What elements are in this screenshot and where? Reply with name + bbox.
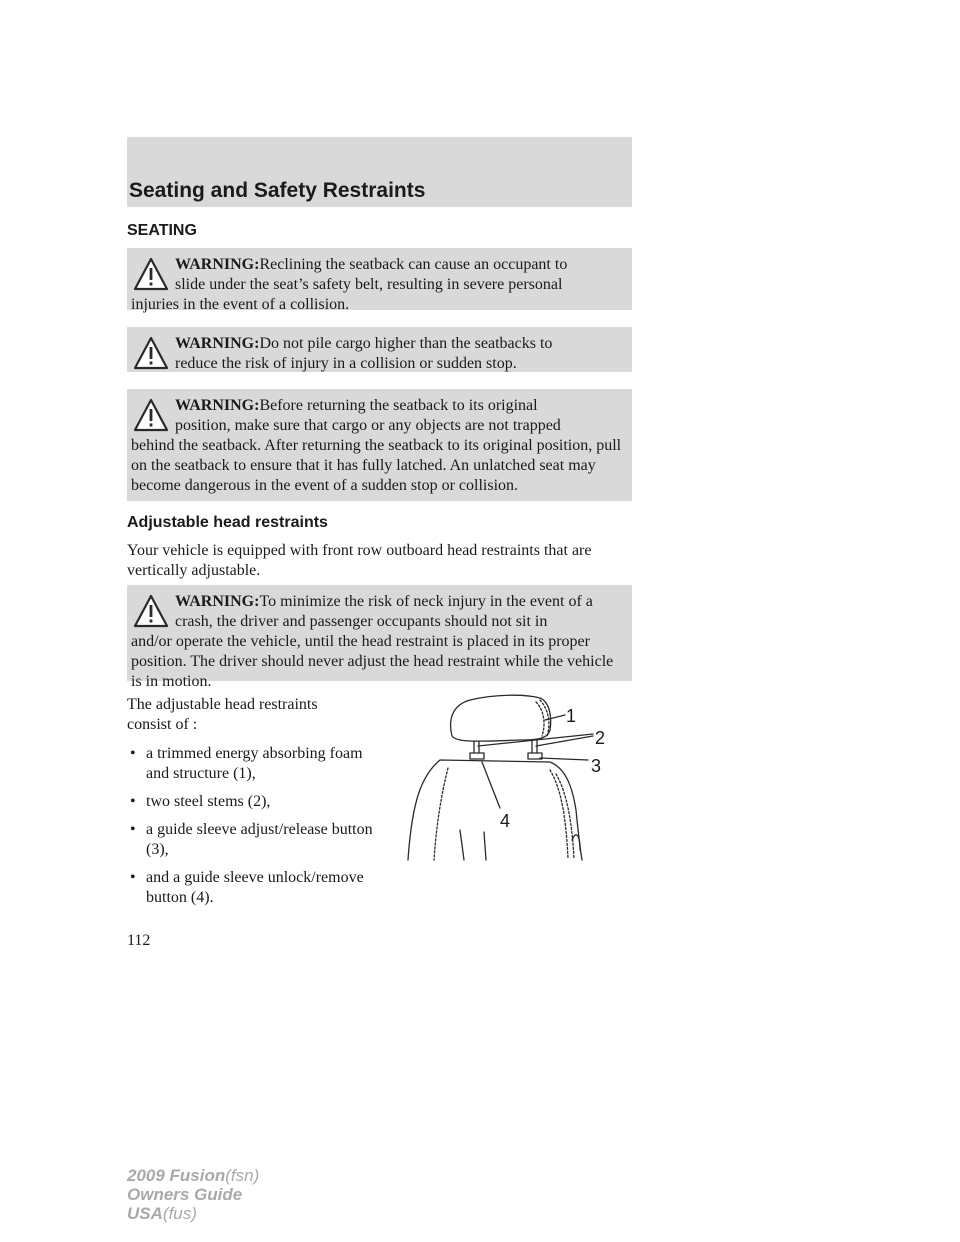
list-item: • a trimmed energy absorbing foam and structure (1), (127, 744, 387, 784)
footer-model: 2009 Fusion (127, 1166, 226, 1185)
list-item: • a guide sleeve adjust/release button (3), (127, 820, 387, 860)
guide-sleeve-left (470, 753, 484, 759)
leader-line-4 (482, 762, 500, 808)
warning-text: To minimize the risk of neck injury in the event of a (259, 593, 593, 610)
callout-1: 1 (566, 706, 577, 726)
warning-text: Reclining the seatback can cause an occupant to (259, 256, 568, 273)
warning-text: slide under the seat’s safety belt, resulting in severe personal (175, 276, 563, 293)
warning-box-2 (127, 327, 632, 372)
callout-4: 4 (500, 811, 511, 831)
warning-label: WARNING: (175, 256, 260, 273)
warning-triangle-icon (131, 592, 171, 632)
warning-text: crash, the driver and passenger occupants should not sit in (175, 613, 548, 630)
list-item: • and a guide sleeve unlock/remove button (4). (127, 868, 387, 908)
callout-3: 3 (591, 756, 602, 776)
footer-market: USA (127, 1204, 163, 1223)
footer-market-code: (fus) (162, 1204, 197, 1223)
leader-line-3 (540, 758, 588, 760)
warning-triangle-icon (131, 396, 171, 436)
warning-triangle-icon (131, 334, 171, 374)
chapter-title: Seating and Safety Restraints (129, 179, 426, 202)
warning-text: behind the seatback. After returning the seatback to its original position, pull on the seatback to ensure that it has fully latched. An unlatched seat may become dangerous in the event of a sudden stop or collision. (131, 437, 622, 494)
page-number: 112 (127, 932, 151, 949)
warning-box-4 (127, 585, 632, 690)
warning-text: injuries in the event of a collision. (131, 296, 350, 313)
consist-of-paragraph: The adjustable head restraints consist of : (127, 696, 318, 733)
warning-label: WARNING: (175, 335, 260, 352)
section-heading-head-restraints: Adjustable head restraints (127, 514, 328, 531)
seat-back-seam (556, 774, 574, 858)
footer-model-code: (fsn) (225, 1166, 260, 1185)
warning-text: Before returning the seatback to its original (259, 397, 538, 414)
seat-back-seam (434, 768, 448, 860)
seat-back-seam (550, 770, 568, 858)
warning-text: Do not pile cargo higher than the seatbacks to (259, 335, 553, 352)
warning-box-3 (127, 389, 632, 501)
list-item: • two steel stems (2), (127, 792, 387, 812)
warning-label: WARNING: (175, 397, 260, 414)
warning-box-1 (127, 248, 632, 313)
footer-guide: Owners Guide (127, 1185, 243, 1204)
intro-paragraph: Your vehicle is equipped with front row outboard head restraints that are vertically adjustable. (127, 542, 592, 579)
section-heading-seating: SEATING (127, 222, 197, 239)
warning-text: position, make sure that cargo or any objects are not trapped (175, 417, 561, 434)
warning-text: reduce the risk of injury in a collision or sudden stop. (175, 355, 517, 372)
warning-triangle-icon (131, 255, 171, 295)
component-list (127, 744, 387, 916)
warning-label: WARNING: (175, 593, 260, 610)
head-restraint-illustration (400, 690, 610, 865)
callout-2: 2 (595, 728, 606, 748)
footer (127, 1166, 259, 1223)
warning-text: and/or operate the vehicle, until the head restraint is placed in its proper position. The driver should never adjust the head restraint while the vehicle is in motion. (131, 633, 614, 690)
header-band (127, 137, 632, 207)
